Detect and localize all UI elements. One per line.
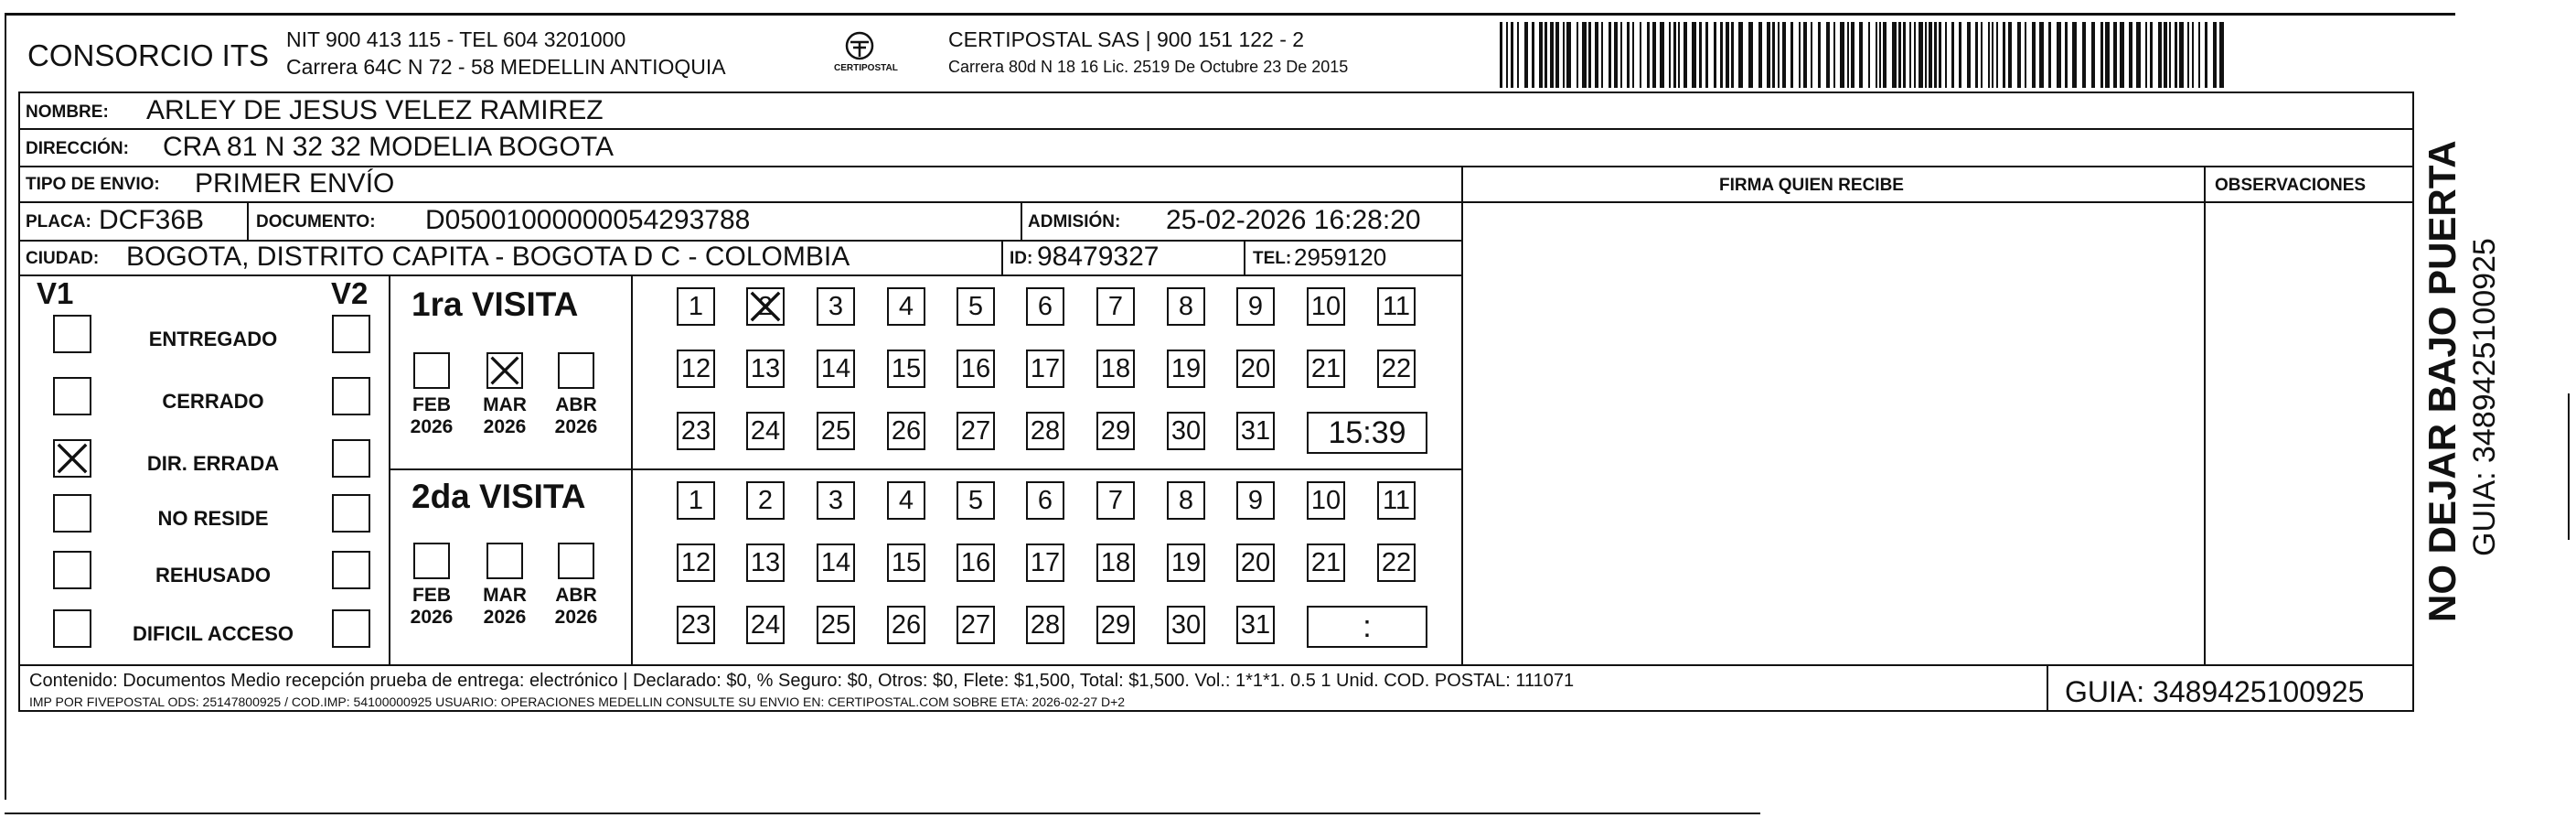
day-number: 27 [960, 415, 991, 446]
day-number: 28 [1030, 415, 1061, 446]
day-box[interactable] [1096, 287, 1135, 326]
tipo-envio-value: PRIMER ENVÍO [195, 168, 395, 199]
day-box[interactable] [887, 287, 925, 326]
day-box[interactable] [1167, 287, 1205, 326]
month-checkbox[interactable] [413, 543, 450, 579]
v1-checkbox[interactable] [53, 315, 91, 353]
form-top [18, 91, 2414, 93]
direccion-label: DIRECCIÓN: [26, 139, 129, 158]
day-number: 5 [967, 485, 984, 515]
visit2-title: 2da VISITA [412, 478, 586, 515]
day-box[interactable] [1307, 481, 1345, 520]
day-number: 17 [1030, 353, 1061, 383]
day-box[interactable] [677, 481, 715, 520]
month-name: MAR [483, 585, 527, 606]
day-number: 3 [828, 291, 844, 321]
time-box[interactable]: : [1307, 606, 1427, 648]
day-box[interactable] [677, 287, 715, 326]
day-number: 31 [1240, 415, 1271, 446]
day-box[interactable] [1236, 412, 1275, 450]
day-box[interactable] [1096, 412, 1135, 450]
day-number: 1 [688, 291, 704, 321]
day-number: 26 [891, 415, 922, 446]
day-box[interactable] [1307, 350, 1345, 388]
day-box[interactable] [1167, 606, 1205, 644]
v2-checkbox[interactable] [332, 439, 370, 478]
month-year: 2026 [554, 416, 598, 438]
row-line-1 [18, 128, 2414, 130]
day-number: 11 [1382, 485, 1411, 515]
day-box[interactable] [817, 606, 855, 644]
day-box[interactable] [957, 481, 995, 520]
day-box[interactable] [1236, 606, 1275, 644]
day-box[interactable] [887, 606, 925, 644]
v2-checkbox[interactable] [332, 609, 370, 648]
top-border [5, 13, 2455, 16]
v2-label: V2 [331, 276, 369, 310]
ciudad-label: CIUDAD: [26, 249, 100, 268]
day-box[interactable] [1236, 287, 1275, 326]
day-number: 23 [680, 609, 711, 640]
day-number: 9 [1247, 485, 1264, 515]
day-number: 15 [891, 353, 922, 383]
day-box[interactable] [1096, 544, 1135, 582]
side-guia: GUIA: 3489425100925 [2467, 238, 2502, 556]
status-label: ENTREGADO [148, 328, 278, 350]
footer-top-line [18, 664, 2414, 666]
day-number: 8 [1178, 291, 1194, 321]
barcode [1500, 22, 2231, 88]
day-number: 10 [1310, 485, 1341, 515]
day-box[interactable] [817, 481, 855, 520]
day-number: 1 [688, 485, 704, 515]
day-box[interactable] [887, 544, 925, 582]
day-box[interactable] [1026, 481, 1064, 520]
day-box[interactable] [1236, 481, 1275, 520]
nombre-value: ARLEY DE JESUS VELEZ RAMIREZ [146, 95, 604, 125]
day-box[interactable] [1167, 350, 1205, 388]
day-box[interactable] [677, 412, 715, 450]
day-number: 26 [891, 609, 922, 640]
day-number: 17 [1030, 547, 1061, 577]
month-checkbox[interactable] [558, 543, 594, 579]
id-label: ID: [1010, 249, 1033, 268]
footer-imp: IMP POR FIVEPOSTAL ODS: 25147800925 / COD.IMP: 54100000925 USUARIO: OPERACIONES MEDELLIN CONSULTE SU ENVIO EN: CERTIPOSTAL.COM SOBRE ETA: 2026-02-27 D+2 [29, 694, 1126, 709]
right-edge-mark [2568, 393, 2570, 540]
month-checkbox[interactable] [486, 352, 523, 389]
signature-divider [1461, 166, 1463, 664]
month-label [477, 585, 532, 629]
placa-divider [247, 201, 249, 240]
day-box[interactable] [677, 544, 715, 582]
placa-label: PLACA: [26, 212, 91, 231]
day-number: 14 [820, 353, 851, 383]
day-number: 16 [960, 547, 991, 577]
day-number: 29 [1100, 415, 1131, 446]
tipo-envio-label: TIPO DE ENVIO: [26, 175, 160, 194]
admision-value: 25-02-2026 16:28:20 [1166, 205, 1421, 235]
day-box[interactable] [1377, 544, 1416, 582]
day-number: 25 [820, 609, 851, 640]
row-line-2 [18, 166, 2414, 167]
day-number: 19 [1170, 353, 1202, 383]
company-address: Carrera 64C N 72 - 58 MEDELLIN ANTIOQUIA [286, 55, 726, 79]
month-label [404, 585, 459, 629]
status-label: DIR. ERRADA [146, 452, 280, 475]
day-box[interactable] [1167, 481, 1205, 520]
status-label: NO RESIDE [157, 507, 269, 530]
month-label [404, 394, 459, 438]
day-box[interactable] [817, 350, 855, 388]
visit-divider [389, 468, 1463, 470]
status-label: CERRADO [162, 390, 264, 413]
day-number: 14 [820, 547, 851, 577]
company-nit: NIT 900 413 115 - TEL 604 3201000 [286, 27, 626, 51]
v1-checkbox[interactable] [53, 377, 91, 415]
day-number: 24 [750, 609, 781, 640]
day-number: 20 [1240, 547, 1271, 577]
day-number: 27 [960, 609, 991, 640]
day-box[interactable] [1377, 350, 1416, 388]
day-box[interactable] [746, 412, 785, 450]
v1-checkbox[interactable] [53, 551, 91, 589]
ciudad-value: BOGOTA, DISTRITO CAPITA - BOGOTA D C - COLOMBIA [126, 242, 850, 272]
day-box[interactable] [957, 287, 995, 326]
day-box[interactable] [1026, 412, 1064, 450]
day-box[interactable] [746, 287, 785, 326]
day-box[interactable] [1096, 350, 1135, 388]
v1-checkbox[interactable] [53, 609, 91, 648]
bottom-border [5, 813, 1760, 814]
day-number: 13 [750, 353, 781, 383]
day-number: 2 [757, 291, 774, 321]
footer-guia-divider [2047, 664, 2048, 710]
day-number: 4 [898, 291, 914, 321]
day-number: 8 [1178, 485, 1194, 515]
day-box[interactable] [1236, 544, 1275, 582]
time-box[interactable]: 15:39 [1307, 412, 1427, 454]
day-box[interactable] [746, 350, 785, 388]
admision-divider [1021, 201, 1022, 240]
company-name: CONSORCIO ITS [27, 38, 270, 72]
day-number: 16 [960, 353, 991, 383]
day-number: 3 [828, 485, 844, 515]
day-number: 13 [750, 547, 781, 577]
day-number: 28 [1030, 609, 1061, 640]
day-number: 5 [967, 291, 984, 321]
tel-divider [1244, 240, 1245, 274]
day-box[interactable] [746, 606, 785, 644]
day-box[interactable] [1026, 287, 1064, 326]
admision-label: ADMISIÓN: [1028, 212, 1121, 231]
observaciones-label: OBSERVACIONES [2215, 176, 2367, 195]
month-label [549, 585, 604, 629]
left-border [5, 13, 6, 800]
month-label [549, 394, 604, 438]
month-name: ABR [555, 394, 597, 415]
day-number: 20 [1240, 353, 1271, 383]
tel-value: 2959120 [1294, 243, 1387, 271]
month-checkbox[interactable] [413, 352, 450, 389]
day-number: 6 [1037, 291, 1053, 321]
day-number: 25 [820, 415, 851, 446]
day-number: 11 [1382, 291, 1411, 321]
day-number: 19 [1170, 547, 1202, 577]
day-number: 12 [680, 547, 711, 577]
nombre-label: NOMBRE: [26, 102, 109, 122]
day-box[interactable] [1096, 481, 1135, 520]
day-box[interactable] [1236, 350, 1275, 388]
month-name: FEB [412, 394, 451, 415]
v2-checkbox[interactable] [332, 494, 370, 533]
day-number: 31 [1240, 609, 1271, 640]
day-number: 22 [1381, 353, 1412, 383]
logo-text: CERTIPOSTAL [834, 63, 898, 73]
v2-checkbox[interactable] [332, 315, 370, 353]
form-left [18, 91, 20, 710]
month-checkbox[interactable] [486, 543, 523, 579]
firma-label: FIRMA QUIEN RECIBE [1719, 176, 1904, 195]
day-number: 24 [750, 415, 781, 446]
day-box[interactable] [1026, 606, 1064, 644]
documento-label: DOCUMENTO: [256, 212, 376, 231]
day-number: 21 [1310, 547, 1341, 577]
day-box[interactable] [1167, 544, 1205, 582]
day-number: 12 [680, 353, 711, 383]
month-year: 2026 [410, 416, 454, 438]
v2-checkbox[interactable] [332, 551, 370, 589]
day-box[interactable] [817, 287, 855, 326]
day-box[interactable] [1377, 481, 1416, 520]
day-box[interactable] [1307, 544, 1345, 582]
footer-guia: GUIA: 3489425100925 [2065, 675, 2365, 708]
documento-value: D05001000000054293788 [425, 205, 751, 235]
day-box[interactable] [817, 412, 855, 450]
day-number: 18 [1100, 353, 1131, 383]
courier-name: CERTIPOSTAL SAS | 900 151 122 - 2 [948, 27, 1305, 51]
day-box[interactable] [746, 544, 785, 582]
v1-label: V1 [37, 276, 74, 310]
day-number: 4 [898, 485, 914, 515]
id-divider [1001, 240, 1003, 274]
month-name: MAR [483, 394, 527, 415]
day-number: 23 [680, 415, 711, 446]
day-number: 7 [1107, 485, 1124, 515]
day-box[interactable] [677, 350, 715, 388]
day-number: 10 [1310, 291, 1341, 321]
visit1-title: 1ra VISITA [412, 285, 579, 323]
day-box[interactable] [887, 412, 925, 450]
tel-label: TEL: [1253, 249, 1292, 268]
status-label: REHUSADO [155, 564, 271, 587]
day-box[interactable] [887, 481, 925, 520]
day-box[interactable] [677, 606, 715, 644]
day-number: 18 [1100, 547, 1131, 577]
day-box[interactable] [1096, 606, 1135, 644]
month-year: 2026 [410, 607, 454, 629]
day-number: 15 [891, 547, 922, 577]
day-box[interactable] [1026, 544, 1064, 582]
id-value: 98479327 [1037, 242, 1160, 272]
day-box[interactable] [887, 350, 925, 388]
v1-checkbox[interactable] [53, 439, 91, 478]
month-name: ABR [555, 585, 597, 606]
month-year: 2026 [554, 607, 598, 629]
row-line-3 [18, 201, 1463, 203]
day-box[interactable] [1167, 412, 1205, 450]
day-number: 30 [1170, 415, 1202, 446]
footer-contenido: Contenido: Documentos Medio recepción prueba de entrega: electrónico | Declarado: $0, % Seguro: $0, Otros: $0, Flete: $1,500, Total: $1,500. Vol.: 1*1*1. 0.5 1 Unid. COD. POSTAL: 111071 [29, 671, 1575, 691]
day-number: 6 [1037, 485, 1053, 515]
day-number: 29 [1100, 609, 1131, 640]
certipostal-logo [828, 27, 898, 82]
day-box[interactable] [746, 481, 785, 520]
month-name: FEB [412, 585, 451, 606]
day-number: 9 [1247, 291, 1264, 321]
status-label: DIFICIL ACCESO [132, 622, 294, 645]
side-warning: NO DEJAR BAJO PUERTA [2421, 140, 2464, 622]
footer-bottom-line [18, 710, 2414, 712]
day-box[interactable] [957, 544, 995, 582]
day-box[interactable] [1307, 287, 1345, 326]
month-checkbox[interactable] [558, 352, 594, 389]
day-box[interactable] [1377, 287, 1416, 326]
day-number: 2 [757, 485, 774, 515]
day-number: 7 [1107, 291, 1124, 321]
v1-checkbox[interactable] [53, 494, 91, 533]
placa-value: DCF36B [99, 205, 205, 235]
day-box[interactable] [1026, 350, 1064, 388]
month-year: 2026 [483, 607, 527, 629]
v2-checkbox[interactable] [332, 377, 370, 415]
day-number: 22 [1381, 547, 1412, 577]
day-box[interactable] [957, 606, 995, 644]
day-box[interactable] [817, 544, 855, 582]
month-year: 2026 [483, 416, 527, 438]
day-box[interactable] [957, 350, 995, 388]
month-label [477, 394, 532, 438]
day-number: 30 [1170, 609, 1202, 640]
row-line-5 [18, 274, 1463, 276]
day-box[interactable] [957, 412, 995, 450]
courier-address: Carrera 80d N 18 16 Lic. 2519 De Octubre 23 De 2015 [948, 58, 1349, 76]
direccion-value: CRA 81 N 32 32 MODELIA BOGOTA [163, 132, 614, 162]
observaciones-divider [2204, 166, 2206, 664]
day-number: 21 [1310, 353, 1341, 383]
row-line-header-right [1461, 201, 2412, 203]
form-right [2412, 91, 2414, 710]
